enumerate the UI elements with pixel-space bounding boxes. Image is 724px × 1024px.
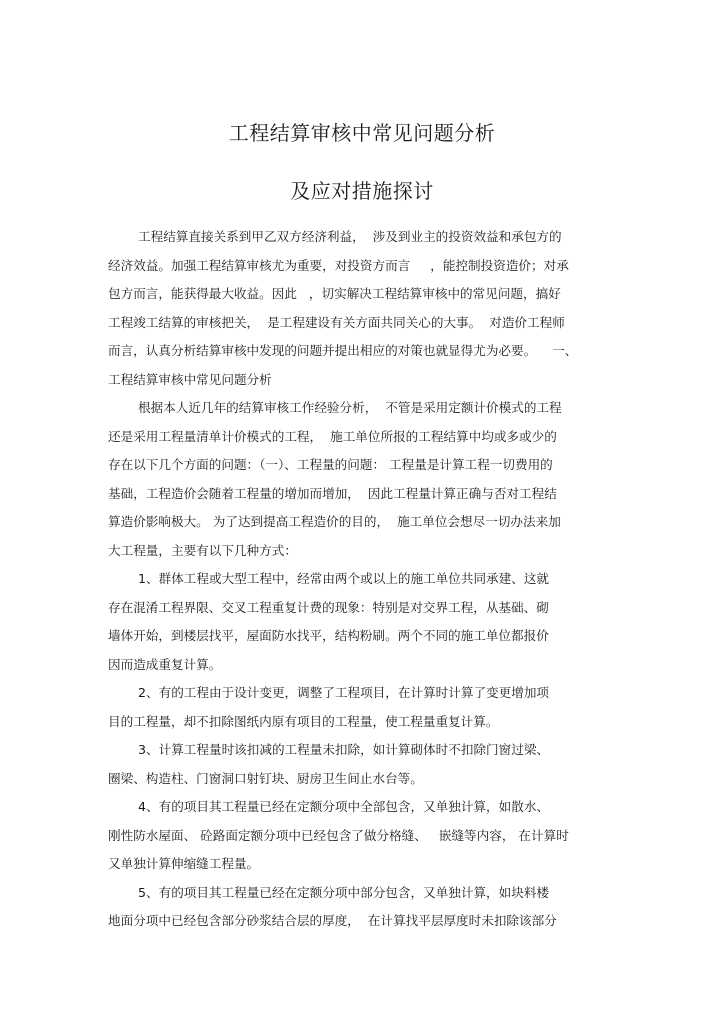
list-item-line: 4、有的项目其工程量已经在定额分项中全部包含，又单独计算，如散水、 xyxy=(138,799,550,814)
body-text-line: 基础，工程造价会随着工程量的增加而增加， 因此工程量计算正确与否对工程结 xyxy=(108,486,557,501)
list-item-line: 5、有的项目其工程量已经在定额分项中部分包含，又单独计算，如块料楼 xyxy=(138,885,550,900)
list-item-line: 存在混淆工程界限、交叉工程重复计费的现象：特别是对交界工程，从基础、砌 xyxy=(108,600,549,615)
body-text-line: 经济效益。加强工程结算审核尤为重要，对投资方而言 ，能控制投资造价；对承 xyxy=(108,258,569,273)
list-item-line: 1、群体工程或大型工程中，经常由两个或以上的施工单位共同承建、这就 xyxy=(138,571,550,586)
body-text-line: 而言，认真分析结算审核中发现的问题并提出相应的对策也就显得尤为必要。 一、 xyxy=(108,343,578,358)
body-text-line: 存在以下几个方面的问题：（一）、工程量的问题： 工程量是计算工程一切费用的 xyxy=(108,457,553,472)
body-text-line: 算造价影响极大。 为了达到提高工程造价的目的， 施工单位会想尽一切办法来加 xyxy=(108,514,561,529)
list-item-line: 因而造成重复计算。 xyxy=(108,657,222,672)
body-text-line: 工程结算直接关系到甲乙双方经济利益， 涉及到业主的投资效益和承包方的 xyxy=(138,229,562,244)
body-text-line: 工程竣工结算的审核把关， 是工程建设有关方面共同关心的大事。 对造价工程师 xyxy=(108,315,565,330)
list-item-line: 墙体开始，到楼层找平，屋面防水找平，结构粉刷。两个不同的施工单位都报价 xyxy=(108,628,549,643)
document-title-line-2: 及应对措施探讨 xyxy=(290,179,434,203)
body-text-line: 包方而言，能获得最大收益。因此 ，切实解决工程结算审核中的常见问题，搞好 xyxy=(108,286,561,301)
document-title-line-1: 工程结算审核中常见问题分析 xyxy=(228,121,496,145)
section-heading: 工程结算审核中常见问题分析 xyxy=(108,372,272,387)
list-item-line: 3、计算工程量时该扣减的工程量未扣除，如计算砌体时不扣除门窗过梁、 xyxy=(138,742,550,757)
list-item-line: 目的工程量，却不扣除图纸内原有项目的工程量，使工程量重复计算。 xyxy=(108,714,499,729)
list-item-line: 刚性防水屋面、 砼路面定额分项中已经包含了做分格缝、 嵌缝等内容， 在计算时 xyxy=(108,828,569,843)
body-text-line: 大工程量，主要有以下几种方式： xyxy=(108,543,297,558)
body-text-line: 还是采用工程量清单计价模式的工程， 施工单位所报的工程结算中均或多或少的 xyxy=(108,429,557,444)
list-item-line: 又单独计算伸缩缝工程量。 xyxy=(108,856,260,871)
list-item-line: 2、有的工程由于设计变更，调整了工程项目，在计算时计算了变更增加项 xyxy=(138,685,550,700)
list-item-line: 地面分项中已经包含部分砂浆结合层的厚度， 在计算找平层厚度时未扣除该部分 xyxy=(108,913,557,928)
body-text-line: 根据本人近几年的结算审核工作经验分析， 不管是采用定额计价模式的工程 xyxy=(138,400,562,415)
list-item-line: 圈梁、构造柱、门窗洞口射钉块、厨房卫生间止水台等。 xyxy=(108,771,423,786)
